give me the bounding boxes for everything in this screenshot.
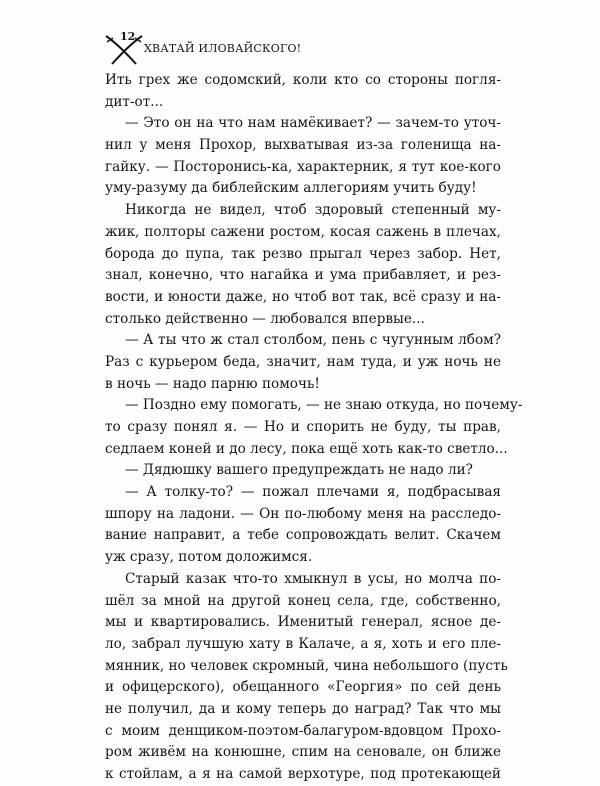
text-line: — Поздно ему помогать, — не знаю откуда, но почему- [125,397,523,414]
text-line: ром живём на конюшне, спим на сеновале, он ближе [105,744,501,761]
text-line: вание направит, а тебе сопровождать велит. Скачем [105,527,501,544]
text-line: дит-от... [105,93,164,110]
page-number: 12 [120,30,136,43]
text-line: гайку. — Посторонись-ка, характерник, я тут кое-кого [105,158,501,175]
text-line: мы и квартировались. Именитый генерал, ясное де- [105,614,501,631]
text-line: борода до пупа, так резво прыгал через забор. Нет, [105,245,501,262]
text-line: Раз с курьером беда, значит, нам туда, и уж ночь не [105,353,501,370]
text-line: мянник, но человек скромный, чина небольшого (пусть [105,657,508,674]
text-line: столько действенно — любовался впервые... [105,310,425,327]
text-line: и офицерского), обещанного «Георгия» по сей день [105,679,501,696]
text-line: вости, и юности даже, но чтоб вот так, всё сразу и на- [105,288,501,305]
text-line: не получил, да и кому теперь до наград? Так что мы [105,700,501,717]
text-line: Ить грех же содомский, коли кто со стороны погля- [105,72,501,88]
text-line: то сразу понял я. — Но и спорить не буду, ты прав, [105,419,501,435]
text-line: нил у меня Прохор, выхватывая из-за голенища на- [105,137,501,154]
text-line: шёл за мной на другой конец села, где, собственно, [105,592,501,609]
text-line: уж сразу, потом доложимся. [105,549,313,566]
running-title: ХВАТАЙ ИЛОВАЙСКОГО! [144,42,302,55]
text-line: ло, забрал лучшую хату в Калаче, а я, хоть и его пле- [105,635,501,652]
text-line: — Это он на что нам намёкивает? — зачем-то уточ- [125,115,501,132]
text-line: Никогда не видел, чтоб здоровый степенный му- [125,202,501,219]
text-line: шпору на ладони. — Он по-любому меня на расследо- [105,505,501,522]
page-header [104,30,504,70]
text-line: Старый казак что-то хмыкнул в усы, но молча по- [125,570,501,587]
text-line: жик, полторы сажени ростом, косая сажень в плечах, [105,223,501,240]
text-line: — А толку-то? — пожал плечами я, подбрасывая [125,484,501,501]
body-text [105,70,523,786]
text-line: знал, конечно, что нагайка и ума прибавляет, и рез- [105,267,501,284]
text-line: — Дядюшку вашего предупреждать не надо ли? [125,462,473,479]
text-line: с моим денщиком-поэтом-балагуром-вдовцом Прохо- [105,722,501,739]
text-line: уму-разуму да библейским аллегориям учить буду! [105,180,477,197]
text-line: к стойлам, а я на самой верхотуре, под протекающей [105,766,501,782]
text-line: в ночь — надо парню помочь! [105,375,320,392]
text-line: седлаем коней и до лесу, пока ещё хоть как-то светло... [105,440,508,457]
text-line: — А ты что ж стал столбом, пень с чугунным лбом? [125,332,501,349]
